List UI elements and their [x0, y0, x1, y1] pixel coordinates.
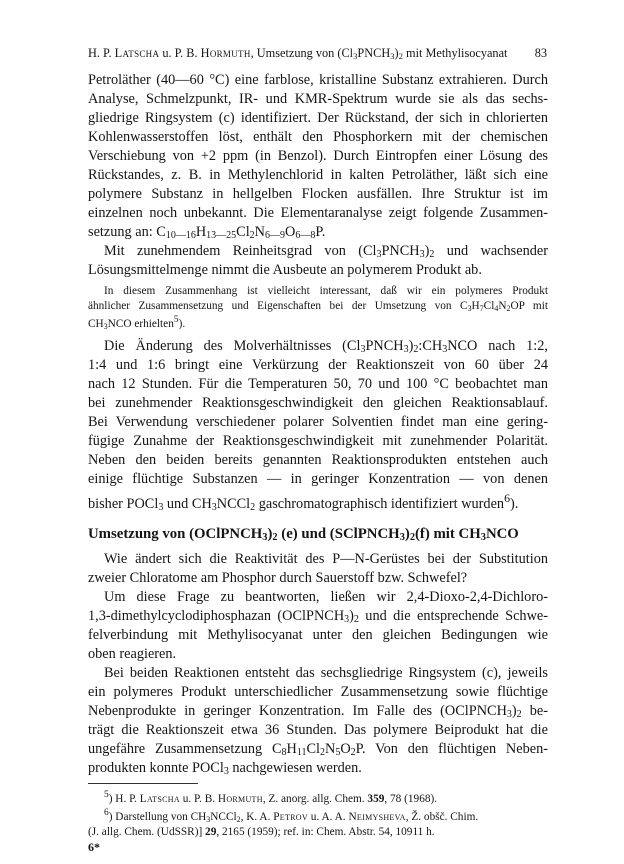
body-text: [88, 71, 548, 855]
small-print-note: In diesem Zusammenhang ist vielleicht interessant, daß wir ein polymeres Produkt ähnlicher Zusammensetzung und Eigenschaften bei der Umsetzung von $C_3H_7Cl_4N_2OP$ mit $CH_3NCO$ erhielten$^5$).: [88, 285, 548, 331]
footnote-6-continued: (J. allg. Chem. (UdSSR)] 29, 2165 (1959); ref. in: Chem. Abstr. 54, 10911 h.: [88, 825, 435, 838]
sheet-signature: 6*: [88, 840, 100, 855]
paragraph-4: Wie ändert sich die Reaktivität des P—N-Gerüstes bei der Substitution zweier Chloratome am Phosphor durch Sauerstoff bzw. Schwefel?: [88, 551, 548, 587]
footnote-5: $^5$) H. P. Latscha u. P. B. Hormuth, Z. anorg. allg. Chem. 359, 78 (1968).: [104, 790, 438, 805]
header-citation: H. P. Latscha u. P. B. Hormuth, Umsetzung von $(Cl_3PNCH_3)_2$ mit Methylisocyanat: [88, 46, 508, 61]
paragraph-6: Bei beiden Reaktionen entsteht das sechsgliedrige Ringsystem (c), jeweils ein polymeres Produkt unterschiedlicher Zusammensetzung sowie flüchtige Nebenprodukte in geringer Konzentration. Im Falle des $(OClPNCH_3)_2$ be- trägt die Reaktionszeit etwa 36 Stunden. Das polymere Beiprodukt hat die ungefähre Zusammensetzung $C_8H_{11}Cl_2N_5O_2P$. Von den flüchtigen Neben- produkten konnte POCl$_3$ nachgewiesen werden.: [88, 665, 548, 778]
paragraph-1: Petroläther (40—60 °C) eine farblose, kristalline Substanz extrahieren. Durch Analyse, Schmelzpunkt, IR- und KMR-Spektrum wurde sie als das sechs- gliedrige Ringsystem (c) identifiziert. Der Rückstand, der sich in chlorierten Kohlenwasserstoffen löst, enthält den Phosphorkern mit der chemischen Verschiebung von +2 ppm (in Benzol). Durch Eintropfen einer Lösung des Rückstandes, z. B. in Methylenchlorid in kalten Petroläther, läßt sich eine polymere Substanz in hellgelben Flocken ausfällen. Ihre Struktur ist im einzelnen noch unbekannt. Die Elementaranalyse zeigt folgende Zusammen- setzung an: $C_{10—16}H_{13—25}Cl_2N_{6—9}O_{6—8}P$.: [88, 72, 548, 241]
page-number: 83: [534, 46, 547, 60]
footnote-ref-5: 5: [173, 315, 179, 325]
paragraph-5: Um diese Frage zu beantworten, ließen wir 2,4-Dioxo-2,4-Dichloro- 1,3-dimethylcyclodiphosphazan $(OClPNCH_3)_2$ und die entsprechende Schwe- felverbindung mit Methylisocyanat unter den gleichen Bedingungen wie oben reagieren.: [88, 589, 548, 663]
footnote-ref-6: 6: [504, 491, 511, 506]
section-heading: Umsetzung von $(OClPNCH_3)_2$ (e) und $(SClPNCH_3)_2(f)$ mit $CH_3NCO$: [88, 526, 519, 544]
footnote-divider: [88, 783, 198, 784]
footnotes: [88, 788, 548, 839]
footnote-6: $^6$) Darstellung von $CH_3NCCl_2$, K. A. Petrov u. A. A. Neimysheva, Ž. obšč. Chim.: [104, 808, 479, 825]
paragraph-2: Mit zunehmendem Reinheitsgrad von $(Cl_3PNCH_3)_2$ und wachsender Lösungsmittelmenge nimmt die Ausbeute an polymerem Produkt ab.: [88, 243, 548, 278]
paragraph-3: Die Änderung des Molverhältnisses $(Cl_3PNCH_3)_2:CH_3NCO$ nach 1:2, 1:4 und 1:6 bringt eine Verkürzung der Reaktionszeit von 60 über 24 nach 12 Stunden. Für die Temperaturen 50, 70 und 100 °C beobachtet man bei zunehmender Reaktionsgeschwindigkeit den gleichen Reaktionsablauf. Bei Verwendung verschiedener polarer Solventien findet man eine gering- fügige Zunahme der Reaktionsgeschwindigkeit mit zunehmender Polarität. Neben den beiden bereits genannten Reaktionsprodukten entstehen auch einige flüchtige Substanzen — in geringer Konzentration — von denen bisher POCl$_3$ und $CH_3NCCl_2$ gaschromatographisch identifiziert wurden$^6$).: [88, 338, 549, 514]
running-header: [88, 46, 547, 62]
